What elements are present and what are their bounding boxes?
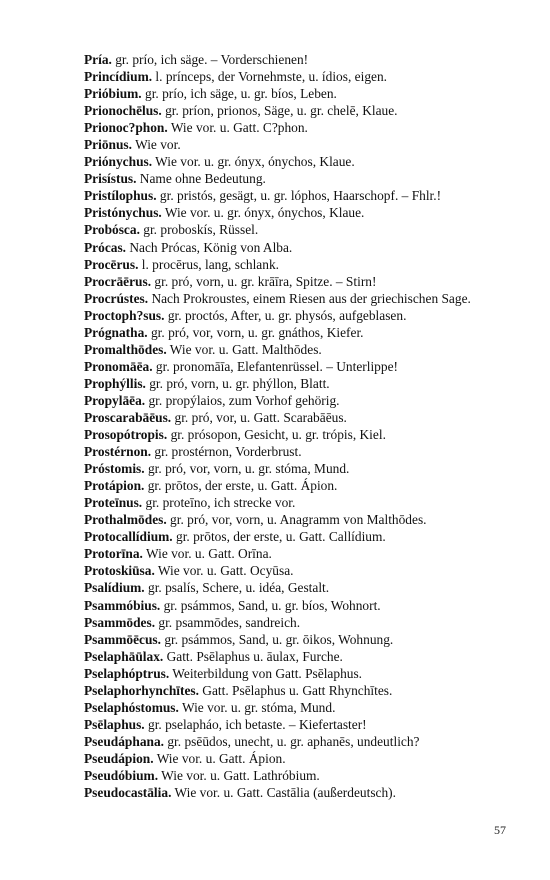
entry-headword: Pría. (84, 52, 112, 67)
dictionary-entry (84, 460, 504, 477)
entry-definition: gr. prōtos, der erste, u. Gatt. Ápion. (144, 478, 338, 494)
entry-headword: Propylāēa. (84, 392, 146, 408)
entry-list (84, 51, 504, 801)
dictionary-entry (84, 153, 504, 170)
dictionary-entry (84, 324, 504, 341)
entry-headword: Prióbium. (84, 86, 142, 102)
entry-definition: gr. prósopon, Gesicht, u. gr. trópis, Kiel. (167, 427, 386, 443)
dictionary-entry (84, 699, 504, 716)
entry-definition: gr. pró, vor, vorn, u. gr. gnáthos, Kiefer. (147, 324, 364, 340)
entry-definition: gr. prostérnon, Vorderbrust. (151, 444, 302, 460)
entry-definition: Wie vor. u. Gatt. Orīna. (142, 546, 272, 562)
entry-headword: Prophýllis. (84, 375, 146, 391)
dictionary-entry (84, 716, 504, 733)
entry-headword: Psammóbius. (84, 597, 161, 613)
entry-headword: Prógnatha. (84, 324, 148, 340)
dictionary-entry (84, 597, 504, 614)
entry-definition: Wie vor. u. Gatt. Lathróbium. (158, 767, 320, 783)
entry-headword: Prisístus. (84, 171, 137, 187)
dictionary-entry (84, 767, 504, 784)
entry-definition: Nach Prokroustes, einem Riesen aus der griechischen Sage. (148, 290, 471, 306)
dictionary-entry (84, 750, 504, 767)
dictionary-entry (84, 392, 504, 409)
entry-definition: gr. psámmos, Sand, u. gr. bíos, Wohnort. (160, 597, 381, 613)
dictionary-entry (84, 102, 504, 119)
entry-headword: Pseudáphana. (84, 733, 165, 749)
entry-headword: Protocallídium. (84, 529, 173, 545)
entry-definition: Wie vor. u. Gatt. Ápion. (153, 750, 286, 766)
entry-definition: Wie vor. u. gr. stóma, Mund. (178, 699, 336, 715)
entry-definition: Wie vor. u. Gatt. Ocyūsa. (154, 563, 294, 579)
entry-definition: gr. pró, vorn, u. gr. phýllon, Blatt. (145, 375, 330, 391)
entry-definition: gr. pró, vor, u. Gatt. Scarabāēus. (171, 409, 347, 425)
entry-definition: gr. prío, ich säge, u. gr. bíos, Leben. (141, 86, 337, 102)
dictionary-entry (84, 273, 504, 290)
dictionary-entry (84, 68, 504, 85)
dictionary-entry (84, 375, 504, 392)
entry-headword: Pseudóbium. (84, 767, 159, 783)
dictionary-entry (84, 682, 504, 699)
dictionary-entry (84, 119, 504, 136)
entry-definition: gr. pristós, gesägt, u. gr. lóphos, Haarschopf. – Fhlr.! (156, 188, 442, 204)
entry-headword: Próstomis. (84, 461, 145, 477)
entry-headword: Procrāērus. (84, 273, 152, 289)
entry-definition: gr. pselapháo, ich betaste. – Kiefertaster! (144, 716, 367, 732)
entry-headword: Pselaphorhynchītes. (84, 682, 199, 698)
dictionary-entry (84, 51, 504, 68)
dictionary-entry (84, 665, 504, 682)
entry-definition: gr. proteīno, ich strecke vor. (142, 495, 296, 511)
entry-headword: Pronomāēa. (84, 358, 153, 374)
dictionary-entry (84, 648, 504, 665)
entry-definition: Weiterbildung von Gatt. Psēlaphus. (169, 665, 363, 681)
entry-headword: Prothalmōdes. (84, 512, 167, 528)
entry-definition: gr. prío, ich säge. – Vorderschienen! (111, 52, 309, 67)
entry-headword: Probósca. (84, 222, 140, 238)
entry-headword: Priónychus. (84, 154, 153, 170)
entry-definition: gr. psalís, Schere, u. idéa, Gestalt. (144, 580, 330, 596)
entry-definition: gr. pronomāīa, Elefantenrüssel. – Unterlippe! (152, 358, 398, 374)
entry-headword: Procērus. (84, 256, 139, 272)
entry-headword: Promalthōdes. (84, 341, 167, 357)
entry-definition: Wie vor. (132, 137, 181, 153)
entry-definition: gr. propýlaios, zum Vorhof gehörig. (145, 392, 340, 408)
entry-headword: Prócas. (84, 239, 127, 255)
entry-headword: Pristónychus. (84, 205, 162, 221)
dictionary-entry (84, 511, 504, 528)
dictionary-entry (84, 358, 504, 375)
dictionary-page (84, 51, 504, 801)
dictionary-entry (84, 614, 504, 631)
dictionary-entry (84, 579, 504, 596)
dictionary-entry (84, 477, 504, 494)
entry-headword: Psammōēcus. (84, 631, 161, 647)
entry-headword: Psammōdes. (84, 614, 156, 630)
dictionary-entry (84, 85, 504, 102)
entry-headword: Prionoc?phon. (84, 120, 168, 136)
dictionary-entry (84, 341, 504, 358)
dictionary-entry (84, 409, 504, 426)
entry-definition: gr. pró, vor, vorn, u. Anagramm von Malthōdes. (166, 512, 427, 528)
entry-definition: Nach Prócas, König von Alba. (126, 239, 293, 255)
entry-definition: gr. proctós, After, u. gr. physós, aufgeblasen. (164, 307, 407, 323)
entry-headword: Priōnus. (84, 137, 132, 153)
dictionary-entry (84, 136, 504, 153)
entry-headword: Pristílophus. (84, 188, 157, 204)
entry-headword: Psalídium. (84, 580, 145, 596)
entry-definition: Wie vor. u. Gatt. Malthōdes. (166, 341, 322, 357)
dictionary-entry (84, 631, 504, 648)
entry-definition: l. prínceps, der Vornehmste, u. ídios, eigen. (152, 69, 387, 85)
entry-headword: Prosopótropis. (84, 427, 168, 443)
entry-definition: gr. príon, prionos, Säge, u. gr. chelē, Klaue. (161, 103, 398, 119)
dictionary-entry (84, 239, 504, 256)
dictionary-entry (84, 426, 504, 443)
entry-headword: Protorīna. (84, 546, 143, 562)
entry-definition: Gatt. Psēlaphus u. Gatt Rhynchītes. (198, 682, 393, 698)
entry-headword: Pselaphóstomus. (84, 699, 179, 715)
entry-headword: Prionochēlus. (84, 103, 162, 119)
entry-definition: Wie vor. u. gr. ónyx, ónychos, Klaue. (152, 154, 355, 170)
entry-definition: Wie vor. u. gr. ónyx, ónychos, Klaue. (161, 205, 365, 221)
entry-definition: gr. psámmos, Sand, u. gr. ōikos, Wohnung. (160, 631, 394, 647)
dictionary-entry (84, 562, 504, 579)
entry-headword: Pselaphāūlax. (84, 648, 164, 664)
dictionary-entry (84, 443, 504, 460)
dictionary-entry (84, 307, 504, 324)
dictionary-entry (84, 784, 504, 801)
page-number: 57 (494, 823, 506, 837)
entry-headword: Protoskiūsa. (84, 563, 155, 579)
entry-definition: Wie vor. u. Gatt. C?phon. (167, 120, 308, 136)
entry-headword: Pselaphóptrus. (84, 665, 170, 681)
entry-headword: Procrústes. (84, 290, 149, 306)
entry-headword: Protápion. (84, 478, 145, 494)
entry-definition: gr. psammōdes, sandreich. (155, 614, 301, 630)
entry-headword: Proctoph?sus. (84, 307, 165, 323)
dictionary-entry (84, 187, 504, 204)
dictionary-entry (84, 204, 504, 221)
dictionary-entry (84, 290, 504, 307)
entry-definition: Name ohne Bedeutung. (136, 171, 266, 187)
entry-headword: Pseudápion. (84, 750, 154, 766)
entry-definition: Gatt. Psēlaphus u. āulax, Furche. (163, 648, 343, 664)
entry-headword: Psēlaphus. (84, 716, 145, 732)
dictionary-entry (84, 528, 504, 545)
dictionary-entry (84, 733, 504, 750)
entry-headword: Pseudocastālia. (84, 785, 172, 801)
entry-definition: gr. pró, vorn, u. gr. krāīra, Spitze. – Stirn! (151, 273, 377, 289)
entry-definition: Wie vor. u. Gatt. Castālia (außerdeutsch). (171, 785, 396, 801)
dictionary-entry (84, 170, 504, 187)
dictionary-entry (84, 545, 504, 562)
entry-definition: l. procērus, lang, schlank. (138, 256, 279, 272)
entry-definition: gr. pró, vor, vorn, u. gr. stóma, Mund. (144, 461, 350, 477)
dictionary-entry (84, 256, 504, 273)
entry-headword: Proteīnus. (84, 495, 143, 511)
entry-headword: Proscarabāēus. (84, 409, 172, 425)
entry-definition: gr. proboskís, Rüssel. (139, 222, 259, 238)
entry-headword: Princídium. (84, 69, 153, 85)
entry-definition: gr. prōtos, der erste, u. Gatt. Callídium. (172, 529, 386, 545)
dictionary-entry (84, 494, 504, 511)
dictionary-entry (84, 221, 504, 238)
entry-headword: Prostérnon. (84, 444, 152, 460)
entry-definition: gr. psēūdos, unecht, u. gr. aphanēs, undeutlich? (164, 733, 420, 749)
